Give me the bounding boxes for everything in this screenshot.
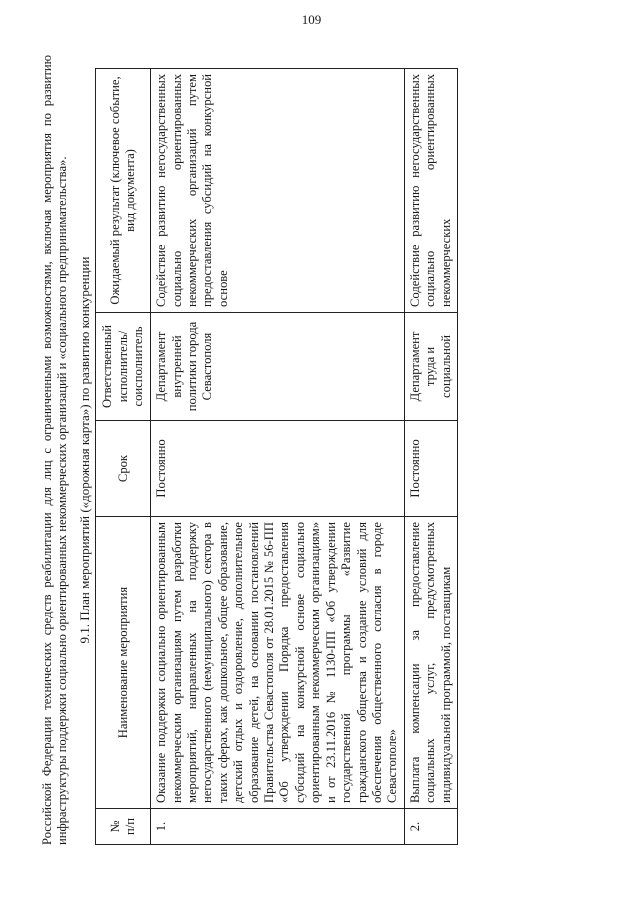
row-name: Выплата компенсации за предоставление социальных услуг, предусмотренных индивидуальной программой, поставщикам <box>404 517 457 809</box>
row-term: Постоянно <box>151 421 405 517</box>
rotated-page-content <box>40 55 600 845</box>
section-title: 9.1. План мероприятий («дорожная карта») по развитию конкуренции <box>76 256 92 644</box>
row-result: Содействие развитию негосударственных социально ориентированных некоммерческих организаций путем предоставления субсидий на конкурсной основе <box>151 69 405 313</box>
row-term: Постоянно <box>404 421 457 517</box>
page-number: 109 <box>301 12 322 27</box>
row-num: 1. <box>151 809 405 845</box>
header-num: № п/п <box>96 809 151 845</box>
row-executor: Департамент труда и социальной <box>404 313 457 421</box>
intro-paragraph: Российской Федерации технических средств реабилитации для лиц с ограниченными возможностями, включая мероприятия по развитию инфраструктуры поддержки социально ориентированных некоммерческих организаций и «социального предпринимательства». <box>40 55 70 845</box>
table-row <box>404 69 457 845</box>
header-executor: Ответственный исполнитель/ соисполнитель <box>96 313 151 421</box>
row-result: Содействие развитию негосударственных социально ориентированных некоммерческих <box>404 69 457 313</box>
roadmap-table <box>95 68 458 845</box>
table-row <box>151 69 405 845</box>
row-name: Оказание поддержки социально ориентированным некоммерческим организациям путем разработки мероприятий, направленных на поддержку негосударственного (немуниципального) сектора в таких сферах, как дошкольное, общее образование, детский отдых и оздоровление, дополнительное образование детей, на основании постановлений Правительства Севастополя от 28.01.2015 № 56-ПП «Об утверждении Порядка предоставления субсидий на конкурсной основе социально ориентированным некоммерческим организациям» и от 23.11.2016 № 1130-ПП «Об утверждении государственной программы «Развитие гражданского общества и создание условий для обеспечения общественного согласия в городе Севастополе» <box>151 517 405 809</box>
row-num: 2. <box>404 809 457 845</box>
row-executor: Департамент внутренней политики города Севастополя <box>151 313 405 421</box>
header-result: Ожидаемый результат (ключевое событие, вид документа) <box>96 69 151 313</box>
header-name: Наименование мероприятия <box>96 517 151 809</box>
header-term: Срок <box>96 421 151 517</box>
table-header-row <box>96 69 151 845</box>
